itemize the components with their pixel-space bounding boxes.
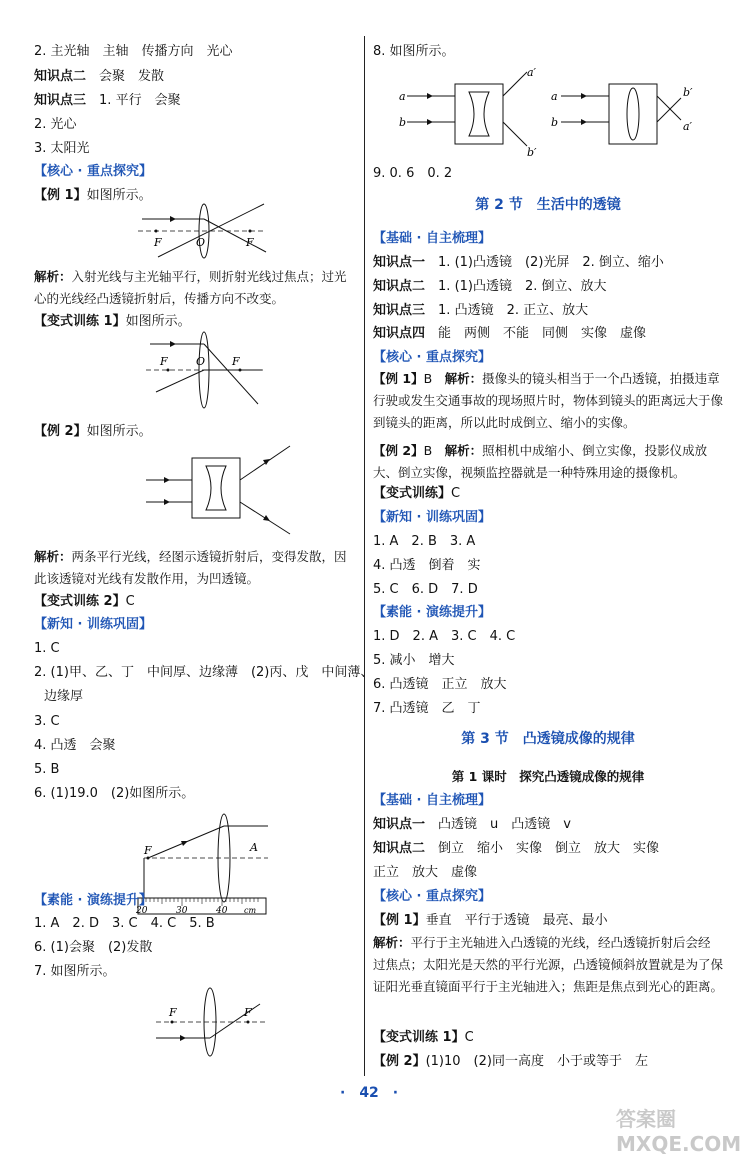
answer-line: 9. 0. 6 0. 2 [373,166,453,181]
label: 【例 1】 [373,371,424,386]
example-2 [34,424,152,440]
ray-b-prime-label: b′ [527,146,537,159]
watermark-logo: 答案圈 MXQE.COM [616,1107,742,1156]
concave-lens-box-diagram [142,440,292,536]
focus-label: F [154,236,162,249]
explanation: 摄像头的镜头相当于一个凸透镜，拍摄违章行驶或发生交通事故的现场照片时，物体到镜头的距离远大于像到镜头的距离，所以此时成倒立、缩小的实像。 [373,371,724,430]
ruler-tick-30: 30 [176,906,188,916]
answer-line: 2. 主光轴 主轴 传播方向 光心 [34,44,233,59]
label: 解析： [34,549,72,564]
variation-2 [34,594,135,610]
convex-lens-ab-diagram [549,60,699,170]
section-heading-basic: 【基础 · 自主梳理】 [373,231,491,246]
knowledge-point-2 [373,279,607,295]
focus-label: F [169,1006,177,1019]
section-heading-skill: 【素能 · 演练提升】 [373,605,491,620]
example-2 [373,440,723,484]
answer: B [423,371,433,386]
label: 知识点二 [34,69,87,84]
label: 解析： [373,935,411,950]
label: 知识点一 [373,817,426,832]
ruler-tick-40: 40 [216,906,228,916]
answer-line: 边缘厚 [44,689,84,704]
explanation-label: 解析： [444,443,483,458]
optical-center-label: O [196,236,206,249]
text: 1. 凸透镜 2. 正立、放大 [438,303,589,318]
answer-line: 5. B [34,762,60,777]
text: 会聚 发散 [99,69,165,84]
ray-a-label: a [551,90,558,103]
page-number: · 42 · [340,1085,399,1101]
answer-line: 7. 凸透镜 乙 丁 [373,701,481,716]
example-1 [373,913,608,929]
knowledge-point-1 [373,817,571,833]
knowledge-point-3 [373,303,588,319]
answer-line: 6. (1)19.0 (2)如图所示。 [34,786,195,801]
example-1 [373,368,723,434]
example-1 [34,188,152,204]
answer-line: 正立 放大 虚像 [373,865,478,880]
text: 平行于主光轴进入凸透镜的光线，经凸透镜折射后会经过焦点；太阳光是天然的平行光源，凸透镜倾斜放置就是为了保证阳光垂直镜面平行于主光轴进入；焦距是焦点到光心的距离。 [373,935,724,994]
answer-line: 1. C [34,641,60,656]
variation-1 [34,314,191,330]
answer: B [423,443,433,458]
label: 知识点二 [373,279,426,294]
text: 倒立 缩小 实像 倒立 放大 实像 [438,841,660,856]
ray-b-label: b [551,116,559,129]
focus-label: F [232,355,240,368]
text: 凸透镜 u 凸透镜 v [438,817,571,832]
label: 知识点三 [373,303,426,318]
section-title-2: 第 2 节 生活中的透镜 [475,197,621,213]
text: 如图所示。 [125,314,191,329]
label: 【变式训练】 [373,486,452,501]
section-heading-skill: 【素能 · 演练提升】 [34,893,152,908]
label: 【变式训练 1】 [373,1030,465,1045]
ruler-lens-diagram [132,804,272,916]
focus-label: F [144,844,152,857]
ray-a-prime-label: a′ [683,120,693,133]
ray-a-label: a [399,90,406,103]
convex-lens-diagram-1 [138,202,268,262]
explanation-2 [34,546,356,590]
ray-b-label: b [399,116,407,129]
section-heading-core: 【核心 · 重点探究】 [34,164,152,179]
text: 1. 平行 会聚 [99,93,181,108]
text: 1. (1)凸透镜 (2)光屏 2. 倒立、缩小 [438,255,664,270]
knowledge-point-2 [34,69,164,85]
label: 【例 2】 [34,424,87,439]
label: 【例 1】 [373,913,426,928]
section-heading-basic: 【基础 · 自主梳理】 [373,793,491,808]
example-2 [373,1054,648,1070]
explanation-1 [34,266,356,310]
lesson-title: 第 1 课时 探究凸透镜成像的规律 [451,769,645,784]
variation-1 [373,1030,474,1046]
answer-line: 5. C 6. D 7. D [373,582,478,597]
ruler-unit: cm [244,906,257,915]
point-label: A [250,841,258,854]
answer-line: 8. 如图所示。 [373,44,455,59]
text: 两条平行光线，经图示透镜折射后，变得发散，因此该透镜对光线有发散作用，为凹透镜。 [34,549,347,586]
answer-line: 2. (1)甲、乙、丁 中间厚、边缘薄 (2)丙、戊 中间薄、 [34,665,374,680]
knowledge-point-3 [34,93,181,109]
answer-line: 1. A 2. D 3. C 4. C 5. B [34,916,215,931]
knowledge-point-2 [373,841,659,857]
convex-lens-diagram-2 [146,330,266,414]
focus-label: F [244,1006,252,1019]
text: C [451,486,461,501]
explanation [373,932,723,998]
text: 能 两侧 不能 同侧 实像 虚像 [438,326,647,341]
answer-line: 4. 凸透 会聚 [34,738,116,753]
label: 【例 2】 [373,443,424,458]
section-heading-core: 【核心 · 重点探究】 [373,889,491,904]
answer-line: 5. 减小 增大 [373,653,455,668]
answer-line: 6. 凸透镜 正立 放大 [373,677,507,692]
text: 如图所示。 [86,188,152,203]
section-title-3: 第 3 节 凸透镜成像的规律 [461,731,635,747]
explanation-label: 解析： [444,371,483,386]
answer-line: 1. D 2. A 3. C 4. C [373,629,516,644]
ray-b-prime-label: b′ [683,86,693,99]
text: C [125,594,135,609]
text: 如图所示。 [86,424,152,439]
label: 【变式训练 2】 [34,594,126,609]
knowledge-point-4 [373,326,646,342]
label: 知识点二 [373,841,426,856]
knowledge-point-1 [373,255,664,271]
column-divider [364,36,365,1076]
explanation: 照相机中成缩小、倒立实像，投影仪成放大、倒立实像，视频监控器就是一种特殊用途的摄像机。 [373,443,708,480]
answer-line: 4. 凸透 倒着 实 [373,558,481,573]
ruler-tick-20: 20 [136,906,148,916]
label: 解析： [34,269,72,284]
answer-line: 1. A 2. B 3. A [373,534,476,549]
answer-line: 3. 太阳光 [34,141,90,156]
text: (1)10 (2)同一高度 小于或等于 左 [425,1054,648,1069]
label: 知识点四 [373,326,426,341]
text: 垂直 平行于透镜 最亮、最小 [425,913,608,928]
focus-label: F [160,355,168,368]
ray-a-prime-label: a′ [527,66,537,79]
convex-lens-diagram-3 [156,986,268,1062]
answer-line: 2. 光心 [34,117,77,132]
text: 1. (1)凸透镜 2. 倒立、放大 [438,279,607,294]
label: 【变式训练 1】 [34,314,126,329]
label: 知识点三 [34,93,87,108]
optical-center-label: O [196,355,206,368]
label: 知识点一 [373,255,426,270]
label: 【例 2】 [373,1054,426,1069]
text: 入射光线与主光轴平行，则折射光线过焦点；过光心的光线经凸透镜折射后，传播方向不改变。 [34,269,347,306]
text: C [464,1030,474,1045]
focus-label: F [246,236,254,249]
answer-line: 6. (1)会聚 (2)发散 [34,940,153,955]
section-heading-core: 【核心 · 重点探究】 [373,350,491,365]
label: 【例 1】 [34,188,87,203]
section-heading-new: 【新知 · 训练巩固】 [373,510,491,525]
answer-line: 3. C [34,714,60,729]
variation [373,486,460,502]
section-heading-new: 【新知 · 训练巩固】 [34,617,152,632]
concave-lens-ab-diagram [397,60,537,170]
answer-line: 7. 如图所示。 [34,964,116,979]
